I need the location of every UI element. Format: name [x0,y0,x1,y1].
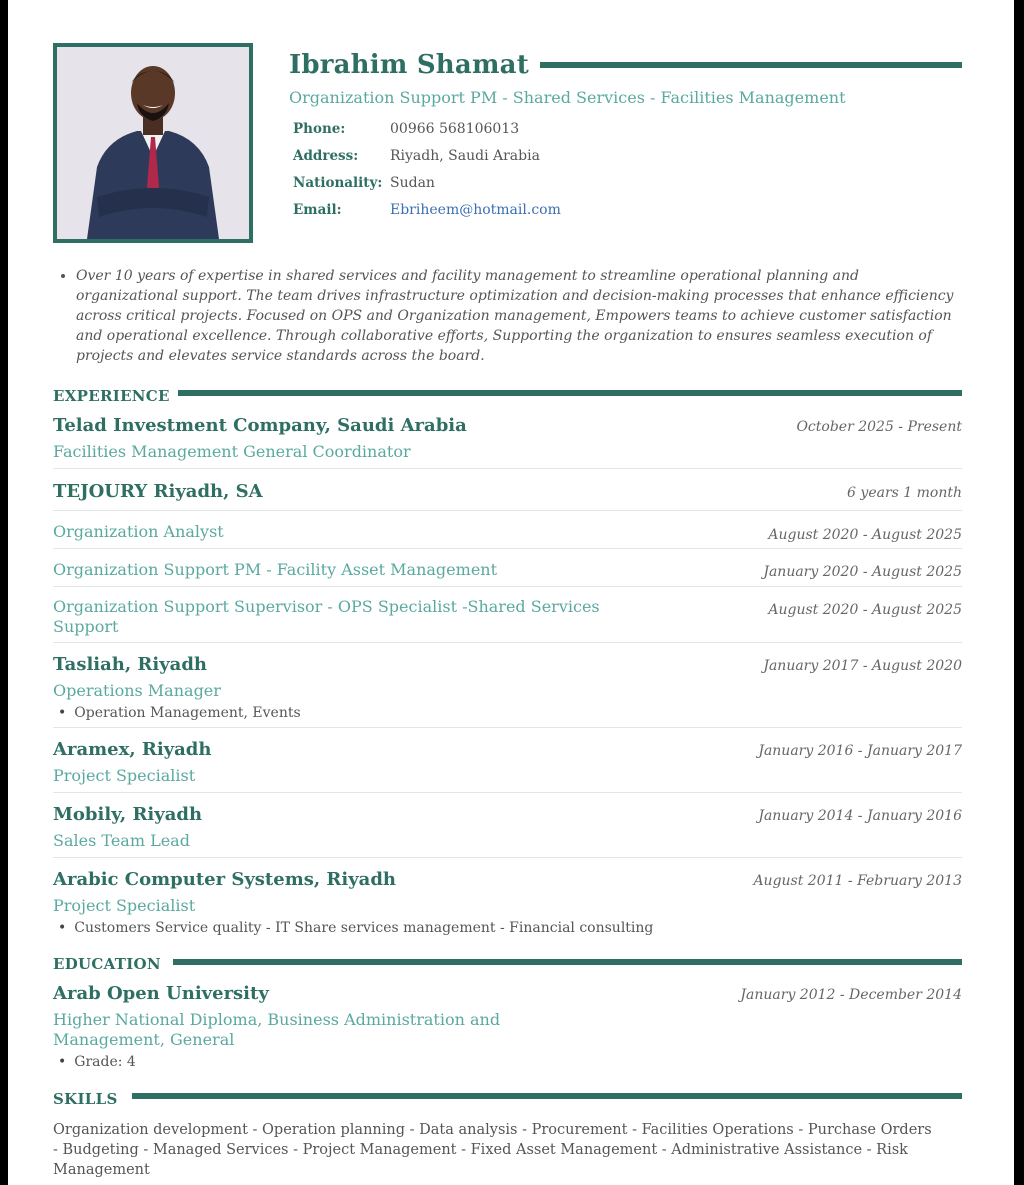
email-label: Email: [293,202,342,218]
entry-separator [53,727,962,728]
frame-right-border [1014,0,1024,1185]
company-tejoury: TEJOURY Riyadh, SA [53,481,263,502]
bullet-acs: • Customers Service quality - IT Share services management - Financial consulting [58,920,653,936]
summary [58,266,963,366]
role-tejoury-pm: Organization Support PM - Facility Asset Management [53,560,498,579]
skills-heading: SKILLS [53,1090,118,1108]
entry-separator [53,857,962,858]
company-telad: Telad Investment Company, Saudi Arabia [53,415,467,436]
entry-separator [53,642,962,643]
headline: Organization Support PM - Shared Services - Facilities Management [289,88,846,107]
entry-separator [53,510,962,511]
education-degree: Higher National Diploma, Business Administration and Management, General [53,1010,501,1049]
date-tejoury-pm: January 2020 - August 2025 [763,564,962,580]
date-tejoury: 6 years 1 month [847,485,962,501]
role-tejoury-analyst: Organization Analyst [53,522,224,541]
entry-separator [53,468,962,469]
experience-divider [178,390,962,396]
date-tejoury-supervisor: August 2020 - August 2025 [768,602,962,618]
nationality-label: Nationality: [293,175,383,191]
phone-value: 00966 568106013 [390,121,520,137]
experience-heading: EXPERIENCE [53,387,170,405]
skills-divider [132,1093,962,1099]
company-tasliah: Tasliah, Riyadh [53,654,208,675]
nationality-value: Sudan [390,175,435,191]
phone-label: Phone: [293,121,346,137]
profile-photo [53,43,253,243]
entry-separator [53,792,962,793]
date-aramex: January 2016 - January 2017 [758,743,962,759]
role-mobily: Sales Team Lead [53,831,190,850]
name-divider [540,62,962,68]
education-grade: • Grade: 4 [58,1054,136,1070]
date-tasliah: January 2017 - August 2020 [763,658,962,674]
email-link[interactable]: Ebriheem@hotmail.com [390,202,561,218]
education-date: January 2012 - December 2014 [740,987,962,1003]
entry-separator [53,586,962,587]
address-value: Riyadh, Saudi Arabia [390,148,540,164]
date-mobily: January 2014 - January 2016 [758,808,962,824]
education-divider [173,959,962,965]
address-label: Address: [293,148,359,164]
person-name: Ibrahim Shamat [289,50,529,80]
skills-list: Organization development - Operation planning - Data analysis - Procurement - Facilities Operations - Purchase Orders - Budgeting - Managed Services - Project Management - Fixed Asset Management - Administrative Assistance - Risk Management [53,1122,932,1178]
summary-text: • Over 10 years of expertise in shared services and facility management to streamline operational planning and organizational support. The team drives infrastructure optimization and decision-making processes that enhance efficiency across critical projects. Focused on OPS and Organization management, Empowers teams to achieve customer satisfaction and operational excellence. Through collaborative efforts, Supporting the organization to ensures seamless execution of projects and elevates service standards across the board. [76,266,963,366]
role-acs: Project Specialist [53,896,196,915]
company-aramex: Aramex, Riyadh [53,739,212,760]
entry-separator [53,548,962,549]
role-telad: Facilities Management General Coordinator [53,442,411,461]
role-aramex: Project Specialist [53,766,196,785]
education-heading: EDUCATION [53,955,161,973]
role-tasliah: Operations Manager [53,681,221,700]
person-portrait-icon [57,47,249,239]
date-acs: August 2011 - February 2013 [753,873,962,889]
bullet-tasliah: • Operation Management, Events [58,705,301,721]
role-tejoury-supervisor: Organization Support Supervisor - OPS Specialist -Shared Services Support [53,597,600,636]
education-school: Arab Open University [53,983,269,1004]
company-mobily: Mobily, Riyadh [53,804,203,825]
company-acs: Arabic Computer Systems, Riyadh [53,869,396,890]
date-telad: October 2025 - Present [796,419,962,435]
frame-left-border [0,0,8,1185]
date-tejoury-analyst: August 2020 - August 2025 [768,527,962,543]
